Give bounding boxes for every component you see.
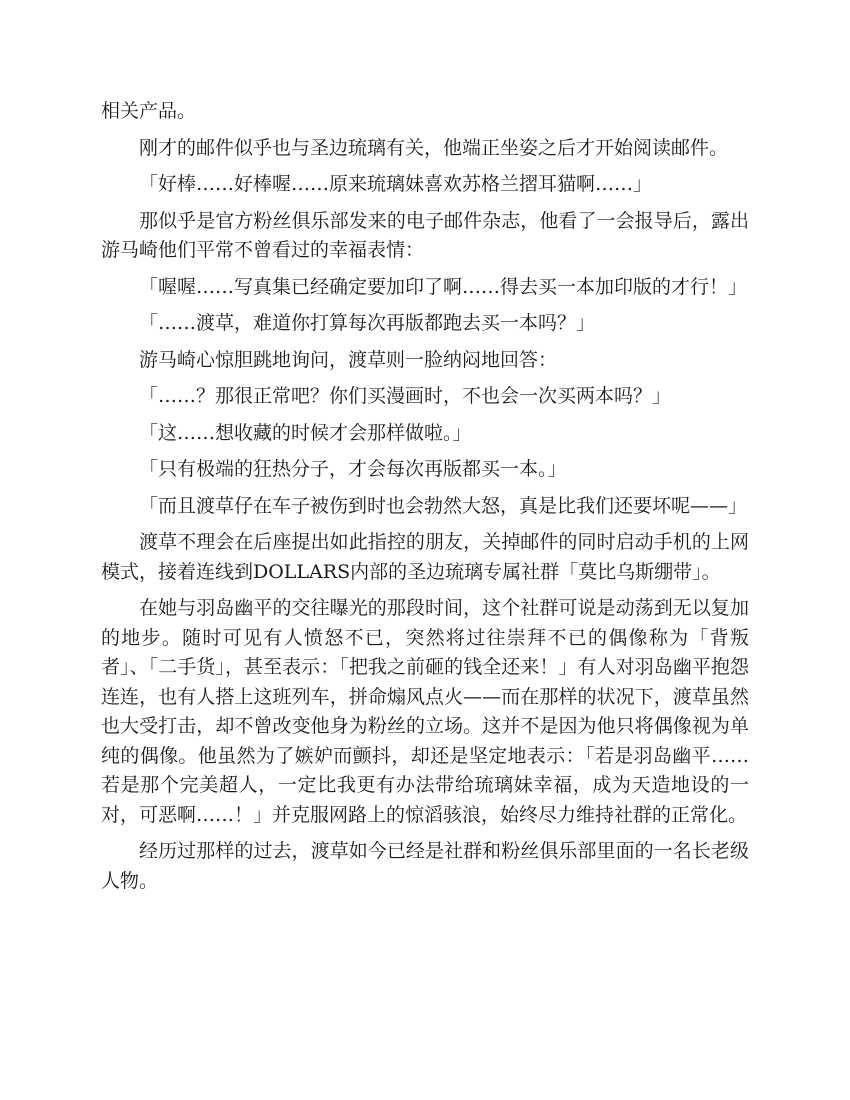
paragraph-7: 游马崎心惊胆跳地询问，渡草则一脸纳闷地回答： <box>139 348 558 371</box>
paragraph-14: 经历过那样的过去，渡草如今已经是社群和粉丝俱乐部里面的一名长老级人物。 <box>101 840 749 892</box>
paragraph-3: 「好棒……好棒喔……原来琉璃妹喜欢苏格兰摺耳猫啊……」 <box>139 173 653 195</box>
document-page <box>101 97 749 903</box>
paragraph-4: 那似乎是官方粉丝俱乐部发来的电子邮件杂志，他看了一会报导后，露出游马崎他们平常不曾看过的幸福表情： <box>101 209 749 261</box>
paragraph-13: 在她与羽岛幽平的交往曝光的那段时间，这个社群可说是动荡到无以复加的地步。随时可见有人愤怒不已，突然将过往崇拜不已的偶像称为「背叛者」、「二手货」，甚至表示：「把我之前砸的钱全还来！」有人对羽岛幽平抱怨连连，也有人搭上这班列车，拼命煽风点火——而在那样的状况下，渡草虽然也大受打击，却不曾改变他身为粉丝的立场。这并不是因为他只将偶像视为单纯的偶像。他虽然为了嫉妒而颤抖，却还是坚定地表示：「若是羽岛幽平……若是那个完美超人，一定比我更有办法带给琉璃妹幸福，成为天造地设的一对，可恶啊……！」并克服网路上的惊滔骇浪，始终尽力维持社群的正常化。 <box>101 597 749 826</box>
paragraph-8: 「……？那很正常吧？你们买漫画时，不也会一次买两本吗？」 <box>139 385 672 407</box>
paragraph-1: 相关产品。 <box>101 100 197 122</box>
paragraph-2: 刚才的邮件似乎也与圣边琉璃有关，他端正坐姿之后才开始阅读邮件。 <box>139 136 729 159</box>
paragraph-12: 渡草不理会在后座提出如此指控的朋友，关掉邮件的同时启动手机的上网模式，接着连线到DOLLARS内部的圣边琉璃专属社群「莫比乌斯绷带」。 <box>101 531 749 583</box>
paragraph-10: 「只有极端的狂热分子，才会每次再版都买一本。」 <box>139 458 567 480</box>
paragraph-11: 「而且渡草仔在车子被伤到时也会勃然大怒，真是比我们还要坏呢——」 <box>139 494 748 517</box>
paragraph-6: 「……渡草，难道你打算每次再版都跑去买一本吗？」 <box>139 312 596 334</box>
paragraph-9: 「这……想收藏的时候才会那样做啦。」 <box>139 421 472 444</box>
paragraph-5: 「喔喔……写真集已经确定要加印了啊……得去买一本加印版的才行！」 <box>139 275 748 298</box>
